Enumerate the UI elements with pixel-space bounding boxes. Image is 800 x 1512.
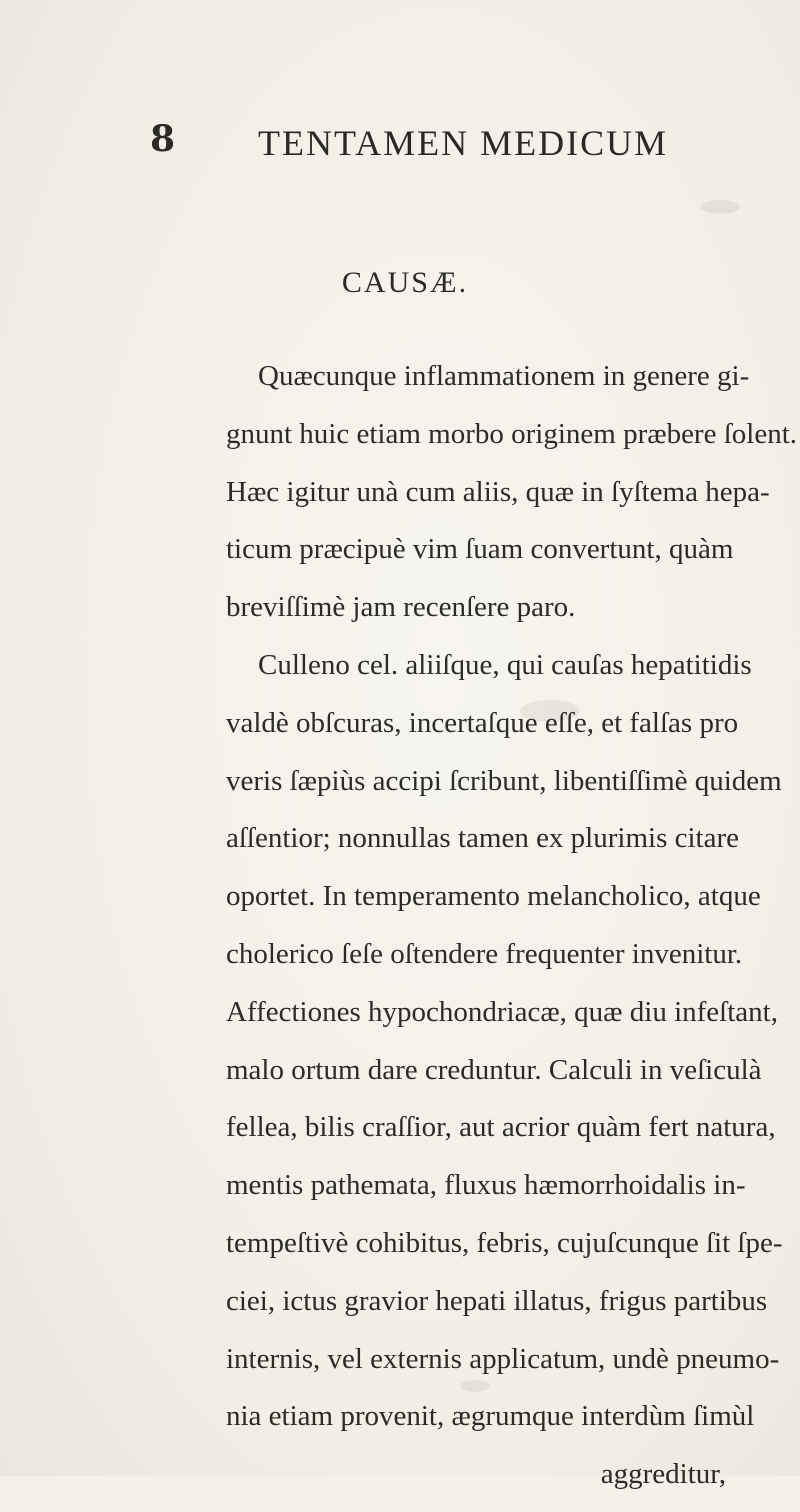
body-text [226, 356, 798, 1512]
text-line: Hæc igitur unà cum aliis, quæ in ſyſtema hepa- [226, 475, 770, 508]
text-line: aſſentior; nonnullas tamen ex plurimis citare [226, 822, 739, 855]
text-line: Quæcunque inflammationem in genere gi- [258, 360, 750, 392]
text-line: fellea, bilis craſſior, aut acrior quàm fert natura, [226, 1111, 776, 1144]
text-line: ticum præcipuè vim ſuam convertunt, quàm [226, 533, 734, 566]
running-head [150, 112, 710, 162]
catchword: aggreditur, [600, 1458, 726, 1491]
text-line: nia etiam provenit, ægrumque interdùm ſimùl [226, 1400, 755, 1433]
running-title: TENTAMEN MEDICUM [258, 123, 669, 163]
text-line: internis, vel externis applicatum, undè pneumo- [226, 1342, 780, 1375]
text-line: cholerico ſeſe oſtendere frequenter invenitur. [226, 937, 743, 970]
text-line: oportet. In temperamento melancholico, atque [226, 880, 761, 913]
text-line: tempeſtivè cohibitus, febris, cujuſcunque ſit ſpe- [226, 1226, 783, 1259]
section-heading: CAUSÆ. [341, 266, 469, 299]
text-line: breviſſimè jam recenſere paro. [226, 591, 576, 624]
text-line: gnunt huic etiam morbo originem præbere ſolent. [226, 417, 798, 450]
text-line: ciei, ictus gravior hepati illatus, frigus partibus [226, 1284, 768, 1317]
text-line: valdè obſcuras, incertaſque eſſe, et falſas pro [226, 706, 739, 739]
text-line: Affectiones hypochondriacæ, quæ diu infeſtant, [226, 995, 778, 1028]
page-number: 8 [150, 118, 177, 160]
text-line: mentis pathemata, fluxus hæmorrhoidalis in- [226, 1169, 746, 1202]
text-line: malo ortum dare creduntur. Calculi in veſiculà [226, 1053, 762, 1086]
text-line: Culleno cel. aliiſque, qui cauſas hepatitidis [258, 648, 752, 681]
text-line: veris ſæpiùs accipi ſcribunt, libentiſſimè quidem [226, 764, 782, 797]
ink-smudge [700, 200, 740, 214]
